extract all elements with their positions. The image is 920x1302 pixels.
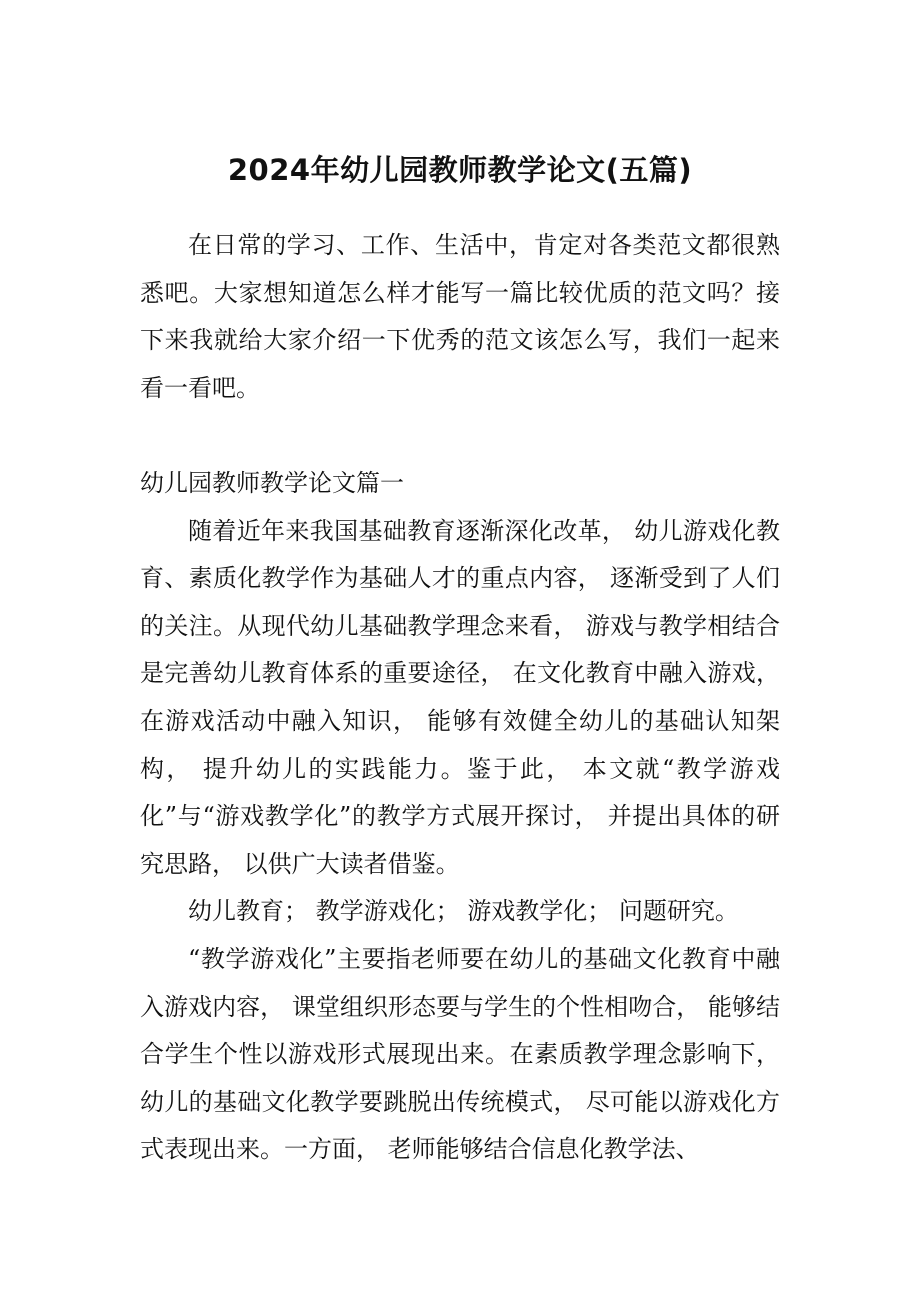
- document-body: [140, 222, 780, 1174]
- intro-paragraph: 在日常的学习、工作、生活中，肯定对各类范文都很熟悉吧。大家想知道怎么样才能写一篇比较优质的范文吗？接下来我就给大家介绍一下优秀的范文该怎么写，我们一起来看一看吧。: [140, 231, 780, 402]
- body-paragraph-keywords: 幼儿教育； 教学游戏化； 游戏教学化； 问题研究。: [188, 897, 739, 926]
- document-title: 2024年幼儿园教师教学论文(五篇): [227, 153, 693, 187]
- body-paragraph-main: “教学游戏化”主要指老师要在幼儿的基础文化教育中融入游戏内容， 课堂组织形态要与学生的个性相吻合， 能够结合学生个性以游戏形式展现出来。在素质教学理念影响下， 幼儿的基础文化教学要跳脱出传统模式， 尽可能以游戏化方式表现出来。一方面， 老师能够结合信息化教学法、: [140, 944, 780, 1164]
- section-heading: 幼儿园教师教学论文篇一: [140, 468, 404, 497]
- body-paragraph-abstract: 随着近年来我国基础教育逐渐深化改革， 幼儿游戏化教育、素质化教学作为基础人才的重点内容， 逐渐受到了人们的关注。从现代幼儿基础教学理念来看， 游戏与教学相结合是完善幼儿教育体系的重要途径， 在文化教育中融入游戏， 在游戏活动中融入知识， 能够有效健全幼儿的基础认知架构， 提升幼儿的实践能力。鉴于此， 本文就“教学游戏化”与“游戏教学化”的教学方式展开探讨， 并提出具体的研究思路， 以供广大读者借鉴。: [140, 516, 780, 878]
